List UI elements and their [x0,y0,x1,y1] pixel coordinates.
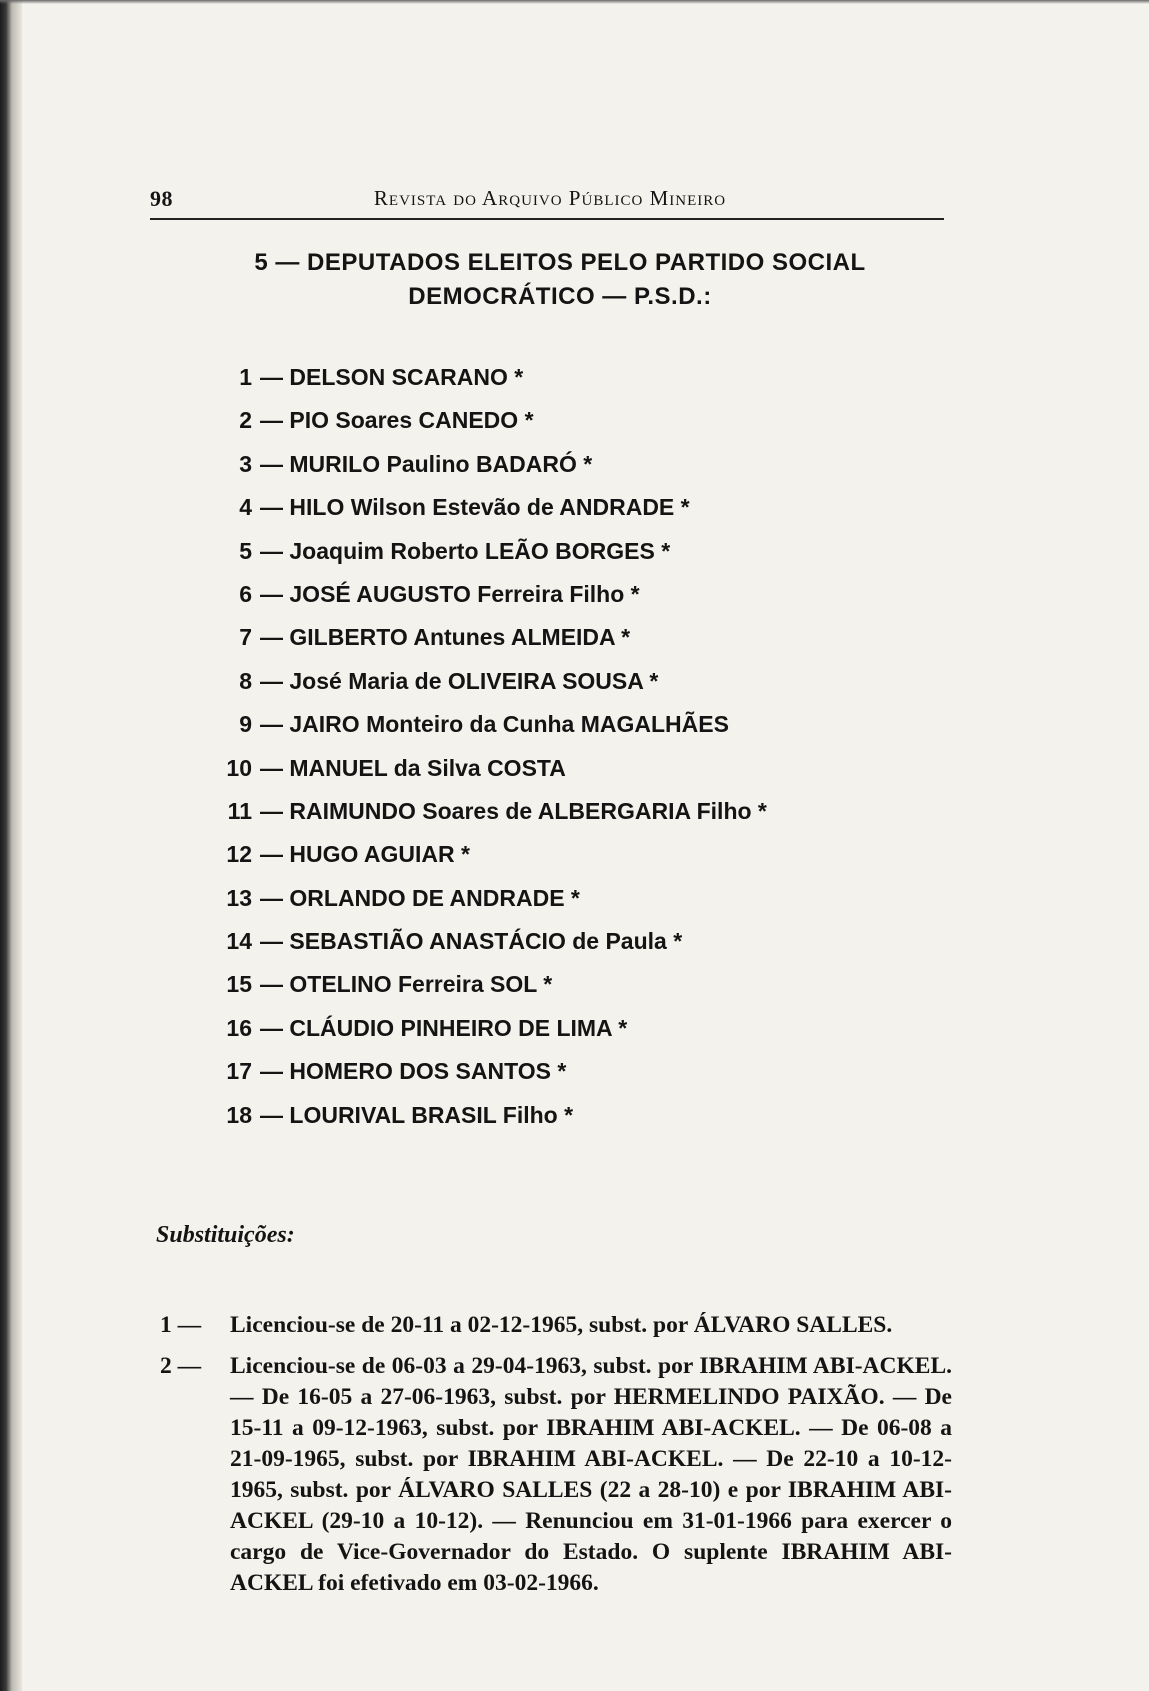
deputy-name: — CLÁUDIO PINHEIRO DE LIMA * [260,1014,628,1041]
deputy-name: — HILO Wilson Estevão de ANDRADE * [260,494,690,521]
list-item [212,399,912,442]
deputy-name: — ORLANDO DE ANDRADE * [260,884,580,911]
list-item [212,573,912,616]
item-number: 2 — [160,1353,202,1379]
deputy-name: — MURILO Paulino BADARÓ * [260,450,593,477]
substitution-item [160,1310,952,1341]
section-heading [200,246,920,314]
item-number: 12 [226,841,252,868]
list-item [212,1094,912,1137]
deputies-list [212,356,912,1137]
page-number: 98 [150,186,173,211]
substitution-item [160,1351,952,1599]
item-number: 2 [239,407,252,434]
item-number: 7 [239,624,252,651]
list-item [212,616,912,659]
section-heading-line-2: DEMOCRÁTICO — P.S.D.: [408,283,712,310]
list-item [212,1050,912,1093]
list-item [212,486,912,529]
list-item [212,877,912,920]
deputy-name: — DELSON SCARANO * [260,364,524,390]
scanned-page-edge [0,0,22,1691]
list-item [212,790,912,833]
item-number: 3 [239,450,252,477]
list-item [212,660,912,703]
item-number: 17 [226,1058,252,1085]
item-number: 16 [226,1014,252,1041]
substitution-text: Licenciou-se de 20-11 a 02-12-1965, subst. por ÁLVARO SALLES. [230,1312,893,1338]
item-number: 14 [226,928,252,955]
scanned-top-edge [0,0,1149,4]
list-item [212,747,912,790]
substitutions-heading: Substituições: [156,1222,295,1248]
item-number: 9 [239,711,252,738]
item-number: 5 [239,537,252,564]
substitution-text: Licenciou-se de 06-03 a 29-04-1963, subst. por IBRAHIM ABI-ACKEL. — De 16-05 a 27-06-1963, subst. por HERMELINDO PAIXÃO. — De 15-11 a 09-12-1963, subst. por IBRAHIM ABI-ACKEL. — De 06-08 a 21-09-1965, subst. por IBRAHIM ABI-ACKEL. — De 22-10 a 10-12-1965, subst. por ÁLVARO SALLES (22 a 28-10) e por IBRAHIM ABI-ACKEL (29-10 a 10-12). — Renunciou em 31-01-1966 para exercer o cargo de Vice-Governador do Estado. O suplente IBRAHIM ABI-ACKEL foi efetivado em 03-02-1966. [230,1353,952,1596]
deputy-name: — GILBERTO Antunes ALMEIDA * [260,624,631,651]
list-item [212,443,912,486]
deputy-name: — PIO Soares CANEDO * [260,407,534,434]
item-number: 8 [239,667,252,694]
deputy-name: — MANUEL da Silva COSTA [260,754,566,781]
deputy-name: — Joaquim Roberto LEÃO BORGES * [260,537,671,564]
deputy-name: — HOMERO DOS SANTOS * [260,1058,567,1085]
item-number: 15 [226,971,252,998]
substitutions-list [160,1310,952,1609]
item-number: 10 [226,754,252,781]
deputy-name: — LOURIVAL BRASIL Filho * [260,1101,574,1128]
deputy-name: — JAIRO Monteiro da Cunha MAGALHÃES [260,711,729,738]
list-item [212,703,912,746]
running-title: Revista do Arquivo Público Mineiro [373,186,727,210]
page-header [150,182,944,220]
item-number: 13 [226,884,252,911]
deputy-name: — José Maria de OLIVEIRA SOUSA * [260,667,659,694]
deputy-name: — HUGO AGUIAR * [260,841,470,868]
list-item [212,356,912,399]
item-number: 1 [239,364,252,390]
list-item [212,530,912,573]
item-number: 6 [239,580,252,607]
item-number: 11 [227,797,252,824]
list-item [212,963,912,1006]
item-number: 18 [226,1101,252,1128]
deputy-name: — RAIMUNDO Soares de ALBERGARIA Filho * [260,797,767,824]
list-item [212,1007,912,1050]
item-number: 1 — [160,1312,202,1338]
list-item [212,833,912,876]
deputy-name: — SEBASTIÃO ANASTÁCIO de Paula * [260,928,683,955]
deputy-name: — OTELINO Ferreira SOL * [260,971,553,998]
deputy-name: — JOSÉ AUGUSTO Ferreira Filho * [260,580,640,607]
section-heading-line-1: 5 — DEPUTADOS ELEITOS PELO PARTIDO SOCIAL [254,249,866,276]
item-number: 4 [239,494,252,521]
list-item [212,920,912,963]
